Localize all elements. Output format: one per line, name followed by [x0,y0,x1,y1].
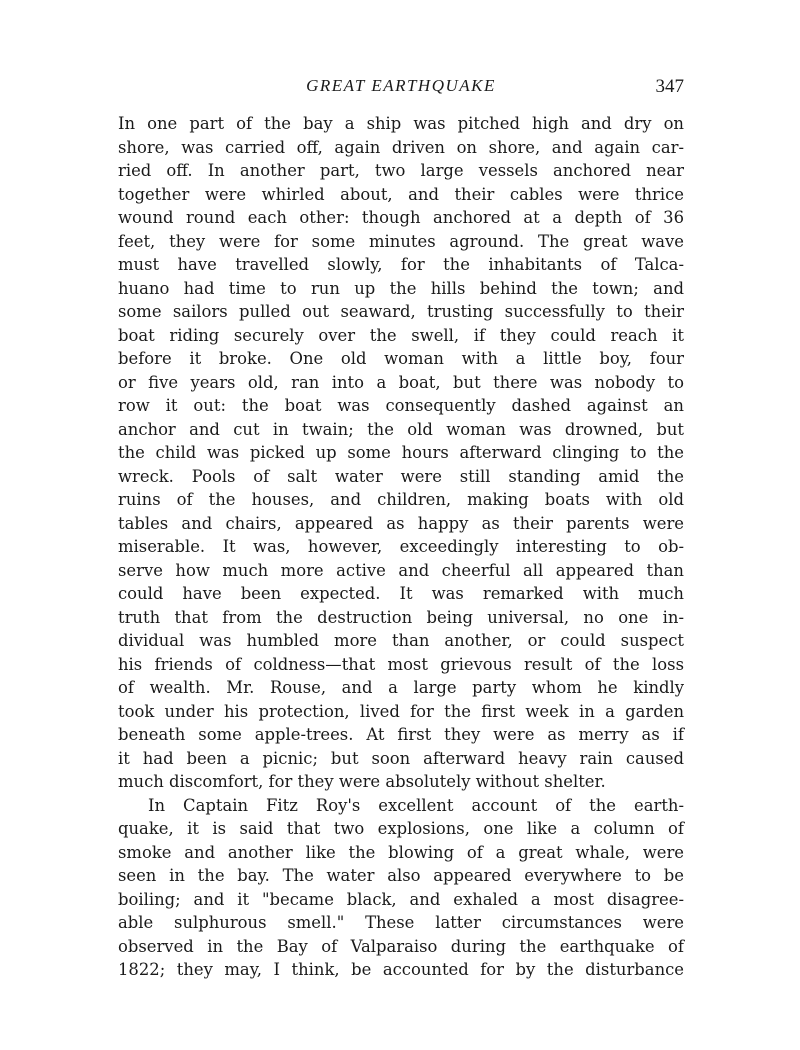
text-line: 1822; they may, I think, be accounted for by the disturbance [118,960,684,979]
text-line: much discomfort, for they were absolutely without shelter. [118,772,606,791]
running-title: GREAT EARTHQUAKE [306,76,496,95]
text-line: smoke and another like the blowing of a great whale, were [118,842,684,862]
text-line: dividual was humbled more than another, or could suspect [118,631,684,650]
text-line: tables and chairs, appeared as happy as their parents were [118,513,684,533]
text-line: boat riding securely over the swell, if they could reach it [118,325,684,345]
text-line: huano had time to run up the hills behind the town; and [118,278,684,298]
text-line: of wealth. Mr. Rouse, and a large party whom he kindly [118,678,684,697]
text-line: feet, they were for some minutes aground. The great wave [118,231,684,251]
text-line: wreck. Pools of salt water were still standing amid the [118,466,684,486]
text-line: must have travelled slowly, for the inhabitants of Talca- [118,255,684,274]
body-text [118,112,684,982]
text-line: shore, was carried off, again driven on shore, and again car- [118,137,684,157]
text-line: ried off. In another part, two large vessels anchored near [118,161,684,180]
text-line: In Captain Fitz Roy's excellent account of the earth- [148,795,684,815]
text-line: it had been a picnic; but soon afterward heavy rain caused [118,748,684,768]
text-line: some sailors pulled out seaward, trusting successfully to their [118,302,684,321]
text-line: beneath some apple-trees. At first they were as merry as if [118,725,684,744]
text-line: ruins of the houses, and children, making boats with old [118,490,684,509]
text-line: could have been expected. It was remarked with much [118,584,684,603]
running-head [118,72,684,100]
page-number: 347 [655,76,684,97]
text-line: able sulphurous smell." These latter circumstances were [118,913,684,932]
text-line: In one part of the bay a ship was pitched high and dry on [118,114,684,133]
text-line: or five years old, ran into a boat, but there was nobody to [118,372,684,392]
text-line: boiling; and it "became black, and exhaled a most disagree- [118,889,684,909]
paragraph-2 [118,794,684,982]
text-line: seen in the bay. The water also appeared everywhere to be [118,866,684,885]
text-line: row it out: the boat was consequently dashed against an [118,396,684,415]
text-line: together were whirled about, and their cables were thrice [118,184,684,204]
text-line: before it broke. One old woman with a little boy, four [118,349,684,368]
text-line: observed in the Bay of Valparaiso during the earthquake of [118,936,684,956]
text-line: took under his protection, lived for the first week in a garden [118,701,684,721]
text-line: wound round each other: though anchored at a depth of 36 [118,208,684,227]
text-line: miserable. It was, however, exceedingly interesting to ob- [118,537,684,556]
text-line: serve how much more active and cheerful all appeared than [118,560,684,580]
paragraph-1 [118,112,684,794]
text-line: anchor and cut in twain; the old woman was drowned, but [118,419,684,439]
book-page [118,72,684,982]
text-line: his friends of coldness—that most grievous result of the loss [118,654,684,674]
text-line: truth that from the destruction being universal, no one in- [118,607,684,627]
text-line: quake, it is said that two explosions, one like a column of [118,819,684,838]
text-line: the child was picked up some hours afterward clinging to the [118,443,684,462]
